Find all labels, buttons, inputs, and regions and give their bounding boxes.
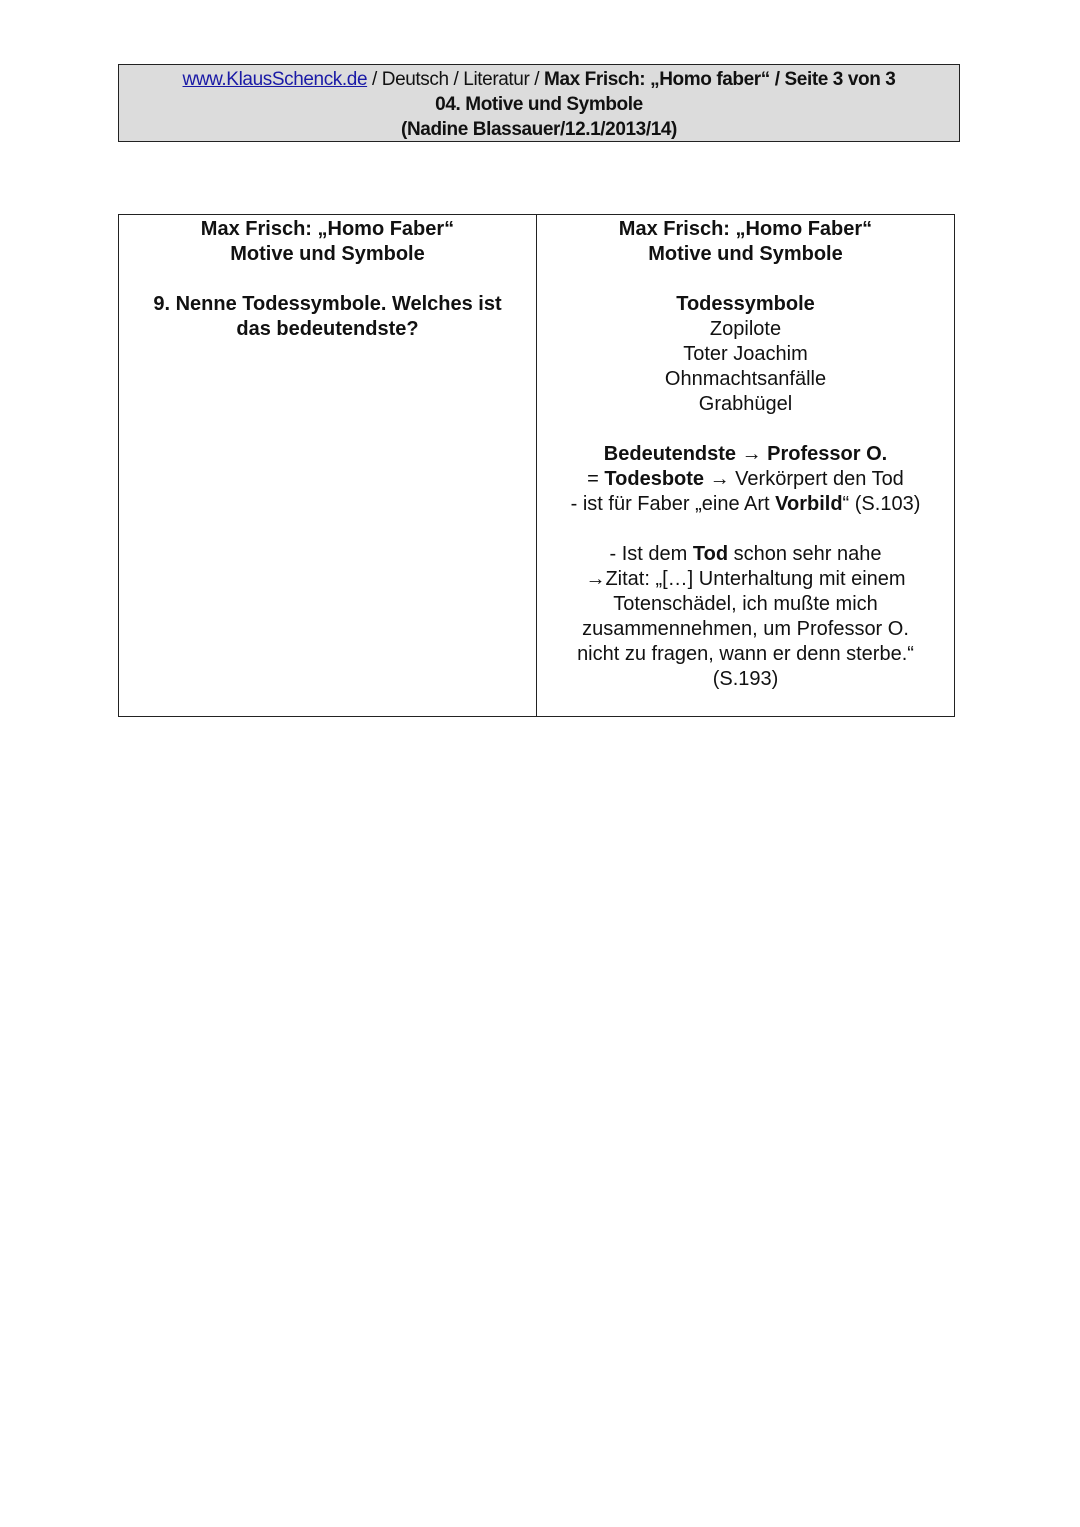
- quote-line: →Zitat: „[…] Unterhaltung mit einem: [585, 568, 906, 590]
- question-line-1: 9. Nenne Todessymbole. Welches ist: [153, 293, 502, 315]
- card-title-line-2: Motive und Symbole: [648, 243, 843, 265]
- text-bold: Todesbote: [604, 468, 705, 490]
- quote-line: zusammennehmen, um Professor O.: [582, 618, 909, 640]
- symbol-item: Zopilote: [709, 318, 782, 340]
- symbol-item: Toter Joachim: [683, 343, 808, 365]
- answer-column: [537, 215, 954, 716]
- work-title: Max Frisch: „Homo faber“ / Seite 3 von 3: [544, 69, 896, 90]
- text-prefix: =: [587, 468, 605, 490]
- text-suffix: → Verkörpert den Tod: [704, 468, 904, 490]
- most-important-line: Bedeutendste → Professor O.: [603, 443, 888, 465]
- quote-line: Totenschädel, ich mußte mich: [613, 593, 878, 615]
- site-link[interactable]: www.KlausSchenck.de: [182, 69, 368, 90]
- symbols-heading: Todessymbole: [676, 293, 815, 315]
- question-line-2: das bedeutendste?: [236, 318, 419, 340]
- near-death-line: [537, 542, 954, 567]
- card-title-line-1: Max Frisch: „Homo Faber“: [200, 218, 455, 240]
- text-suffix: schon sehr nahe: [728, 543, 882, 565]
- text-suffix: “ (S.103): [842, 493, 921, 515]
- card-title-line-1: Max Frisch: „Homo Faber“: [618, 218, 873, 240]
- document-header: [118, 64, 960, 142]
- text-bold: Tod: [692, 543, 729, 565]
- text-prefix: - ist für Faber „eine Art: [570, 493, 776, 515]
- header-line-1: [119, 67, 959, 92]
- quote-line: nicht zu fragen, wann er denn sterbe.“: [577, 643, 914, 665]
- question-column: [119, 215, 537, 716]
- text-bold: Vorbild: [775, 493, 843, 515]
- role-model-line: [537, 492, 954, 517]
- flashcard-table: [118, 214, 955, 717]
- breadcrumb: / Deutsch / Literatur /: [367, 69, 545, 90]
- symbol-item: Ohnmachtsanfälle: [664, 368, 827, 390]
- card-title-line-2: Motive und Symbole: [230, 243, 425, 265]
- author-line: (Nadine Blassauer/12.1/2013/14): [401, 119, 677, 140]
- symbol-item: Grabhügel: [698, 393, 793, 415]
- quote-source: (S.193): [712, 668, 779, 690]
- text-prefix: - Ist dem: [609, 543, 693, 565]
- death-messenger-line: [537, 467, 954, 492]
- section-title: 04. Motive und Symbole: [435, 94, 643, 115]
